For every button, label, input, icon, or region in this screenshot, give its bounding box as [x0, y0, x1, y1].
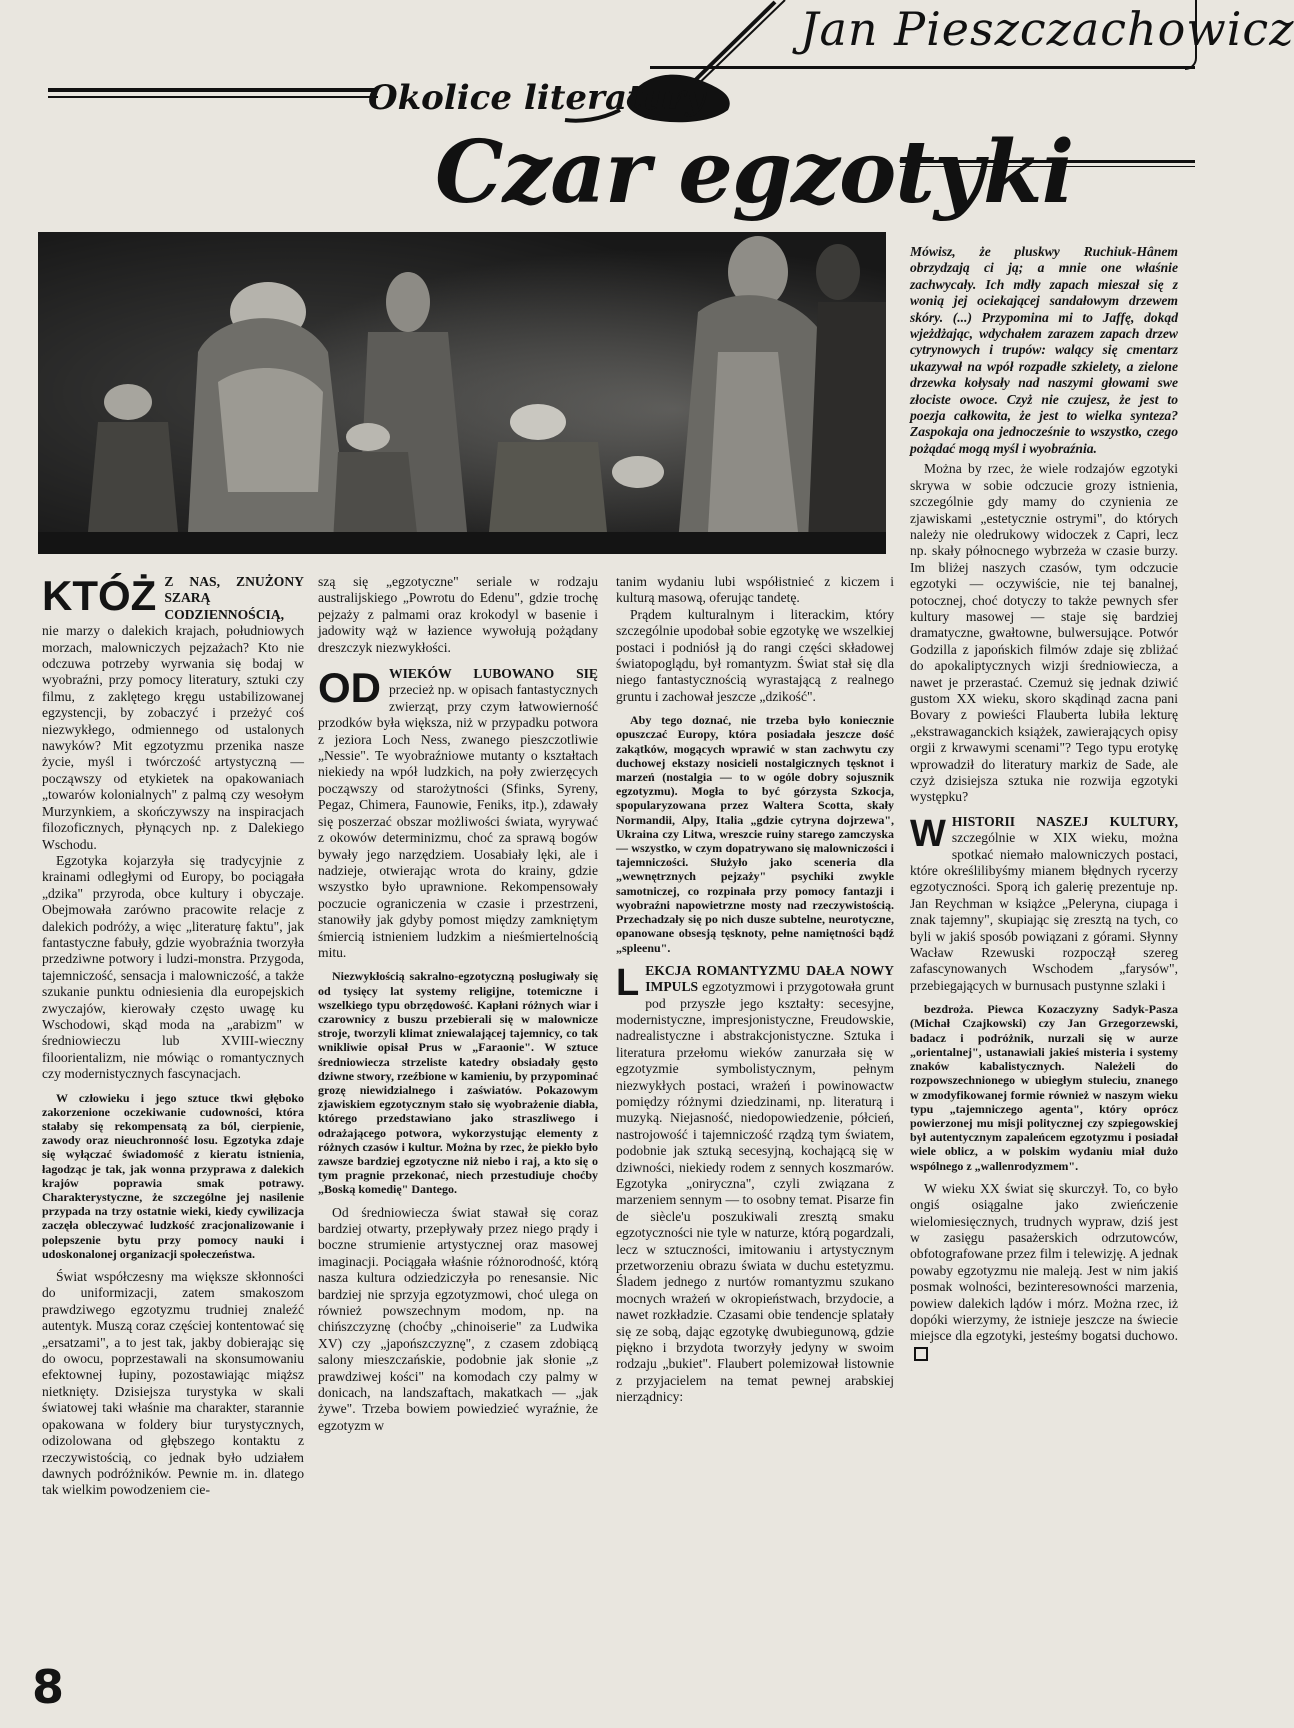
column-1: [42, 574, 304, 1499]
c3-text-4: egzotyzmowi i przygotowała grunt pod przyszłe jego kształty: secesyjne, modernistyczne, impresjonistyczne, Freudowskie, nadrealistyczne i abstrakcjonistyczne. Sztuka i literatura przełomu wieków zanurzała się w egzotyzmie symbolistycznym, pełnym niezwykłych postaci, wrażeń i powinowactw pomiędzy różnymi dziedzinami, np. literaturą i muzyką. Niejasność, niedopowiedzenie, półcień, nastrojowość i tajemniczość rządzą tym światem, podobnie jak sztuką secesyjną, kochającą się w dziwności, niekiedy rodem z sennych koszmarów. Egzotyka „oniryczna", czyli związana z marzeniem sennym — to osobny temat. Pisarze fin de siècle'u poszukiwali zresztą smaku egzotyczności nie tyle w naturze, którą pogardzali, lecz w sztuczności, imitowaniu i artystycznym przetworzeniu obrazu świata w duchu estetyzmu. Śladem jednego z nurtów romantyzmu szukano mocnych wrażeń w okropieństwach, brzydocie, a nawet rozkładzie. Czasami obie tendencje splatały się ze sobą, dając egzotykę dwubiegunową, gdzie piękno i brzydota tworzyły jedyny w swoim rodzaju „bukiet". Flaubert polemizował listownie z przyjacielem na temat pewnej arabskiej nierządnicy:: [616, 979, 894, 1405]
c3-para-2: Prądem kulturalnym i literackim, który szczególnie upodobał sobie egzotykę we wszelkiej postaci i podniósł ją do rangi części składowej światopoglądu, był romantyzm. Świat stał się dla niego fantastycznością wyrastającą z realnego gruntu i zachował jeszcze „dzikość".: [616, 606, 894, 704]
c4-para-5: [910, 1181, 1178, 1361]
c2-para-2: [318, 666, 598, 961]
c2-para-3: Niezwykłością sakralno-egzotyczną posługiwały się od tysięcy lat systemy religijne, totemiczne i wszelkiego typu obrzędowość. Kapłani różnych wiar i czarownicy z buszu przebierali się w malownicze stroje, tworzyli klimat zniewalającej tajemnicy, co tak wnikliwie opisał Prus w „Faraonie". W sztuce średniowiecza strzeliste katedry obsiadały gęsto dziwne stwory, rzeźbione w kamieniu, by przypominać grozę niewidzialnego i zaświatów. Pokazowym zjawiskiem egzotycznym stało się wyobrażenie diabła, którego przedstawiano jako straszliwego i odrażającego potwora, wykorzystując elementy z różnych czasów i kultur. Można by rzec, że piekło było zawsze bardziej egzotyczne niż niebo i raj, a kto się o tym pragnie przekonać, niech przestudiuje choćby „Boską komedię" Dantego.: [318, 969, 598, 1197]
c1-dropcap: KTÓŻ: [42, 572, 157, 619]
header-rule-left: [48, 88, 378, 92]
orientalist-painting-image: [38, 232, 886, 554]
c2-para-1: szą się „egzotyczne" seriale w rodzaju australijskiego „Powrotu do Edenu", gdzie trochę pejzaży z palmami oraz krokodyl w basenie i jadowity wąż w łazience wywołują pożądany dreszczyk niezwykłości.: [318, 574, 598, 655]
c4-para-2: Można by rzec, że wiele rodzajów egzotyki skrywa w sobie odczucie grozy istnienia, szczególnie gdy mamy do czynienia ze zjawiskami „estetycznie ostrymi", do których należy nie oledrukowy widoczek z Capri, lecz np. skały północnego wybrzeża w czasie burzy. Im bliżej naszych czasów, tym odczucie egzotyki — oczywiście, nie tej banalnej, potocznej, choć dotyczy to także pewnych sfer kultury masowej — staje się bardziej dramatyczne, gwałtowne, bulwersujące. Potwór Godzilla z japońskich filmów zdaje się zbliżać do apokaliptycznych wizji średniowiecza, a nawet je przerastać. Czemuż się jednak dziwić gustom XX wieku, skoro skądinąd zacna pani Bovary z powieści Flauberta lubiła lekturę „ekstrawaganckich książek, zawierających opisy orgii z krwawymi scenami"? Tego typu erotykę wprowadził do literatury markiz de Sade, ale czyż dzisiejsza sztuka nie rozwija egzotyki występku?: [910, 461, 1178, 805]
c2-text-2: przecież np. w opisach fantastycznych zwierząt, przy czym łatwowierność przodków była większa, niż w przypadku potwora z jeziora Loch Ness, zwanego pieszczotliwie „Nessie". Te wyobraźniowe mutanty o kształtach niekiedy na wpół ludzkich, na poły zwierzęcych począwszy od starożytności (Sfinks, Syreny, Pegaz, Chimera, Faunowie, Feniks, itp.), zdawały się poszerzać obszar możliwości świata, wyrywać z okowów determinizmu, choć za sprawą bogów bywały jego narzędziem. Uosabiały lęki, ale i nadzieje, otwierając wrota do krainy, gdzie wszystko było uprawnione. Rekompensowały poczucie ograniczenia w czasie i przestrzeni, stanowiły jak gdyby pomost między zamkniętym śmiercią istnieniem ludzkim a nieśmiertelnością mitu.: [318, 682, 598, 960]
c1-text-1: nie marzy o dalekich krajach, południowych morzach, malowniczych pejzażach? Kto nie odczuwa potrzeby wyrwania się bodaj w wyobraźni, przy pomocy literatury, sztuki czy filmu, z zaklętego kręgu ustabilizowanej egzystencji, by zobaczyć i przeżyć coś niezwykłego, odmiennego od ustalonych nawyków? Mit egzotyzmu przenika nasze życie, myśl i twórczość artystyczną — począwszy od etykietek na opakowaniach „towarów kolonialnych" z palmą czy wesołym Murzynkiem, a skończywszy na inspiracjach filozoficznych, płynących np. z Dalekiego Wschodu.: [42, 623, 304, 852]
c3-lead: EKCJA ROMANTYZMU DAŁA NOWY IMPULS: [645, 962, 894, 995]
c1-para-2: Egzotyka kojarzyła się tradycyjnie z krainami odległymi od Europy, bo pociągała „dzika" przyroda, obce kultury i obyczaje. Obejmowała zarówno pracowite relacje z dalekich podróży, a więc „literaturę faktu", jak fantastyczne fabuły, gdzie wyobraźnia tworzyła przedziwne potwory i ludzi-monstra. Przygoda, tajemniczość, sensacja i malowniczość, a także szukanie punktu odniesienia dla europejskich zwyczajów, kierowały często uwagę ku Wschodowi, skąd moda na „arabizm" w średniowieczu lub XVIII-wieczny filoorientalizm, nie mówiąc o romantycznych czy modernistycznych fascynacjach.: [42, 852, 304, 1082]
article-title: Czar egzotyki: [435, 122, 1074, 223]
c4-quote: Mówisz, że pluskwy Ruchiuk-Hânem obrzydzają ci ją; a mnie one właśnie zachwycały. Ich mdły zapach mieszał się z wonią jej ociekającej sandałowym drzewem skóry. (...) Przypomina mi to Jaffę, dokąd wjeżdżając, wdychałem zarazem zapach drzew cytrynowych i trupów: walący się cmentarz ukazywał na wpół rozpadłe szkielety, a zielone drzewka kołysały nad naszymi głowami swe złociste owoce. Czyż nie czujesz, że jest to poezja całkowita, że jest to wielka synteza? Zaspokaja ona jednocześnie to wszystko, czego pożądać mogą myśl i wyobraźnia.: [910, 244, 1178, 456]
header-rule-left-thin: [48, 96, 378, 98]
series-title: Okolice literatury: [368, 78, 706, 118]
c3-para-4: [616, 963, 894, 1406]
c2-para-4: Od średniowiecza świat stawał się coraz bardziej otwarty, przepływały przez niego prądy i boczne strumienie artystycznej oraz masowej imaginacji. Pociągała właśnie różnorodność, którą nasza kultura odziedziczyła po renesansie. Nic bardziej nie sprzyja egzotyzmowi, choć ulega on również powszechnym modom, np. na chińszczyznę (choćby „chinoiserie" za Ludwika XV) czy „japońszczyznę", z czasem zdobiącą salony mieszczańskie, podobnie jak słonie „z prawdziwej kości" na komodach czy palmy w donicach, na landszaftach, makatkach — „jak żywe". Trzeba bowiem powiedzieć wyraźnie, że egzotyzm w: [318, 1204, 598, 1433]
c1-para-3: W człowieku i jego sztuce tkwi głęboko zakorzenione oczekiwanie cudowności, która stałaby się rekompensatą za ból, cierpienie, zawody oraz nieuchronność losu. Egzotyka zdaje się wyłączać świadomość z kieratu istnienia, łagodząc je tak, jak wonna przyprawa z dalekich krajów poprawia smak potrawy. Charakterystyczne, że szczególne jej nasilenie przypada na trzy ostatnie wieki, kiedy cywilizacja zaczęła obleczywać ludzkość zracjonalizowanie i polepszenie bytu przy pomocy nauki i udoskonalonej organizacji społeczeństwa.: [42, 1090, 304, 1261]
author-signature: Jan Pieszczachowicz: [800, 2, 1294, 56]
column-4: [910, 244, 1178, 1361]
c3-para-1: tanim wydaniu lubi współistnieć z kiczem i kulturą masową, oferując tandetę.: [616, 574, 894, 606]
c2-lead: WIEKÓW LUBOWANO SIĘ: [389, 666, 598, 682]
c2-dropcap: OD: [318, 664, 381, 712]
c1-para-1: [42, 574, 304, 853]
c3-para-3: Aby tego doznać, nie trzeba było koniecznie opuszczać Europy, która posiadała jeszcze dość zakątków, mogących wprawić w stan zachwytu czy duchowej ekstazy nosicieli nostalgicznych tęsknot i marzeń (nostalgia — to w ogóle dobry sojusznik egzotyzmu). Mogła to być górzysta Szkocja, spopularyzowana przez Waltera Scotta, skały Normandii, Alpy, Italia „gdzie cytryna dojrzewa", Ukraina czy Litwa, wreszcie ruiny starego zamczyska — wszystko, w czym dopatrywano się malowniczości i tajemniczości. Służyło jako sceneria dla „wewnętrznych pejzaży" psychiki zwykle samotniczej, co rozpinała przy pomocy fantazji i wyobraźni napowietrzne mosty nad rzeczywistością. Przechadzały się po nich dusze subtelne, neurotyczne, opanowane obsesją tęsknoty, pełne namiętności bądź „spleenu".: [616, 713, 894, 955]
c4-text-3: szczególnie w XIX wieku, można spotkać niemało malowniczych postaci, które określilibyśmy mianem błędnych rycerzy egzotyczności. Sporą ich galerię prezentuje np. Jan Reychman w książce „Peleryna, ciupaga i znak tajemny", skupiając się zresztą na tych, co byli w jakiś sposób powiązani z górami. Słynny Wacław Rzewuski rozpoczął szereg zafascynowanych Wschodem „farysów", przebiegających w burnusach pustynne szlaki i: [910, 830, 1178, 993]
c3-dropcap: L: [616, 961, 640, 1004]
c1-para-4: Świat współczesny ma większe skłonności do uniformizacji, zatem smakoszom prawdziwego egzotyzmu trudniej znaleźć autentyk. Muszą coraz częściej kontentować się „ersatzami", a to jest tak, jakby dobierając się do owocu, poprzestawali na skonsumowaniu efektownej łupiny, pozostawiając miąższ nietknięty. Dzisiejsza turystyka w skali światowej taki właśnie ma charakter, starannie opakowana w foldery biur turystycznych, odizolowana od głębszego kontaktu z rzeczywistością, co jednak było udziałem dawnych podróżników. Pewnie m. in. dlatego tak wielkim powodzeniem cie-: [42, 1269, 304, 1498]
c4-lead: HISTORII NASZEJ KULTURY,: [951, 813, 1178, 829]
c4-text-5: W wieku XX świat się skurczył. To, co było ongiś osiągalne jako zwieńczenie wielomiesięcznych, trudnych wypraw, dziś jest w zasięgu pasażerskich odrzutowców, obfotografowane przez film i telewizję. A jednak powaby egzotyzmu nie maleją. Jest w nim jakiś posmak wolności, bezinteresowności marzenia, powiew dalekich lądów i mórz. Można rzec, iż dopóki wierzymy, że istnieje jeszcze na świecie miejsce dla egzotyki, jesteśmy bogatsi duchowo.: [910, 1180, 1178, 1344]
column-3: [616, 574, 894, 1406]
column-2: [318, 574, 598, 1434]
c4-dropcap: W: [910, 812, 946, 855]
c4-para-3: [910, 814, 1178, 994]
c1-lead: Z NAS, ZNUŻONY SZARĄ CODZIENNOŚCIĄ,: [164, 574, 304, 622]
end-mark-icon: [914, 1347, 928, 1361]
page-number: 8: [32, 1660, 65, 1714]
c4-para-4: bezdroża. Piewca Kozaczyzny Sadyk-Pasza (Michał Czajkowski) czy Jan Grzegorzewski, badacz i podróżnik, nurzali się w aurze „orientalnej", ustanawiali jakieś misteria i systemy znaków kabalistycznych. Należeli do rozpowszechnionego w ubiegłym stuleciu, znanego w zmodyfikowanej formie również w naszym wieku typu „tajemniczego agenta", który oprócz powierzonej mu misji politycznej czy szpiegowskiej był autentycznym zapaleńcem egzotyzmu i posiadał wiele oblicz, a w polskim wydaniu miał dużo wspólnego z „wallenrodyzmem".: [910, 1002, 1178, 1173]
article-photo: [38, 232, 886, 554]
